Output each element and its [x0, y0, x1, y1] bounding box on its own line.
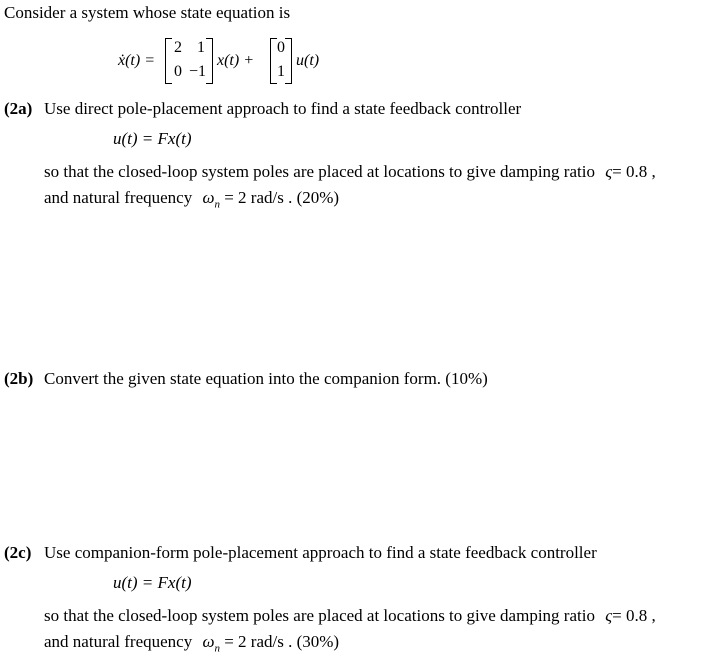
part-b-text: Convert the given state equation into the companion form. (10%): [44, 369, 488, 388]
omega-value: = 2 rad/s . (30%): [224, 632, 340, 651]
part-a-control-law: u(t) = Fx(t): [113, 129, 192, 148]
zeta-value: = 0.8 ,: [612, 606, 656, 625]
part-c-label: (2c): [4, 543, 32, 562]
equation-lhs: ẋ(t) =: [118, 52, 155, 69]
zeta-symbol: ς: [605, 162, 613, 181]
part-b-label: (2b): [4, 369, 34, 388]
matrix-a: [165, 38, 213, 84]
matrix-a-cell: −1: [189, 63, 207, 80]
omega-subscript: n: [214, 642, 220, 655]
zeta-value: = 0.8 ,: [612, 162, 656, 181]
omega-value: = 2 rad/s . (20%): [224, 188, 340, 207]
part-a-label: (2a): [4, 99, 33, 118]
part-c-line3: [44, 632, 339, 654]
matrix-b-cell: 1: [277, 63, 285, 80]
matrix-b: [270, 38, 292, 84]
part-a-line2-text: so that the closed-loop system poles are placed at locations to give damping ratio: [44, 162, 595, 181]
matrix-a-cell: 1: [197, 39, 205, 56]
intro-text: Consider a system whose state equation is: [4, 3, 291, 22]
part-c-line3-text: and natural frequency: [44, 632, 193, 651]
part-c-control-law: u(t) = Fx(t): [113, 573, 192, 592]
part-a-line3-text: and natural frequency: [44, 188, 193, 207]
omega-symbol: ω: [202, 188, 215, 207]
matrix-b-cell: 0: [277, 39, 285, 56]
equation-x-term: x(t) +: [217, 52, 254, 69]
part-a-line1: Use direct pole-placement approach to find a state feedback controller: [44, 99, 522, 118]
part-a-line2: [44, 162, 656, 182]
part-c-line2-text: so that the closed-loop system poles are placed at locations to give damping ratio: [44, 606, 595, 625]
zeta-symbol: ς: [605, 606, 613, 625]
matrix-a-cell: 0: [174, 63, 182, 80]
part-c-line1: Use companion-form pole-placement approach to find a state feedback controller: [44, 543, 597, 562]
part-c-line2: [44, 606, 656, 626]
part-a-line3: [44, 188, 339, 210]
equation-u-term: u(t): [296, 52, 320, 69]
matrix-a-cell: 2: [174, 39, 182, 56]
omega-subscript: n: [214, 198, 220, 211]
omega-symbol: ω: [202, 632, 215, 651]
